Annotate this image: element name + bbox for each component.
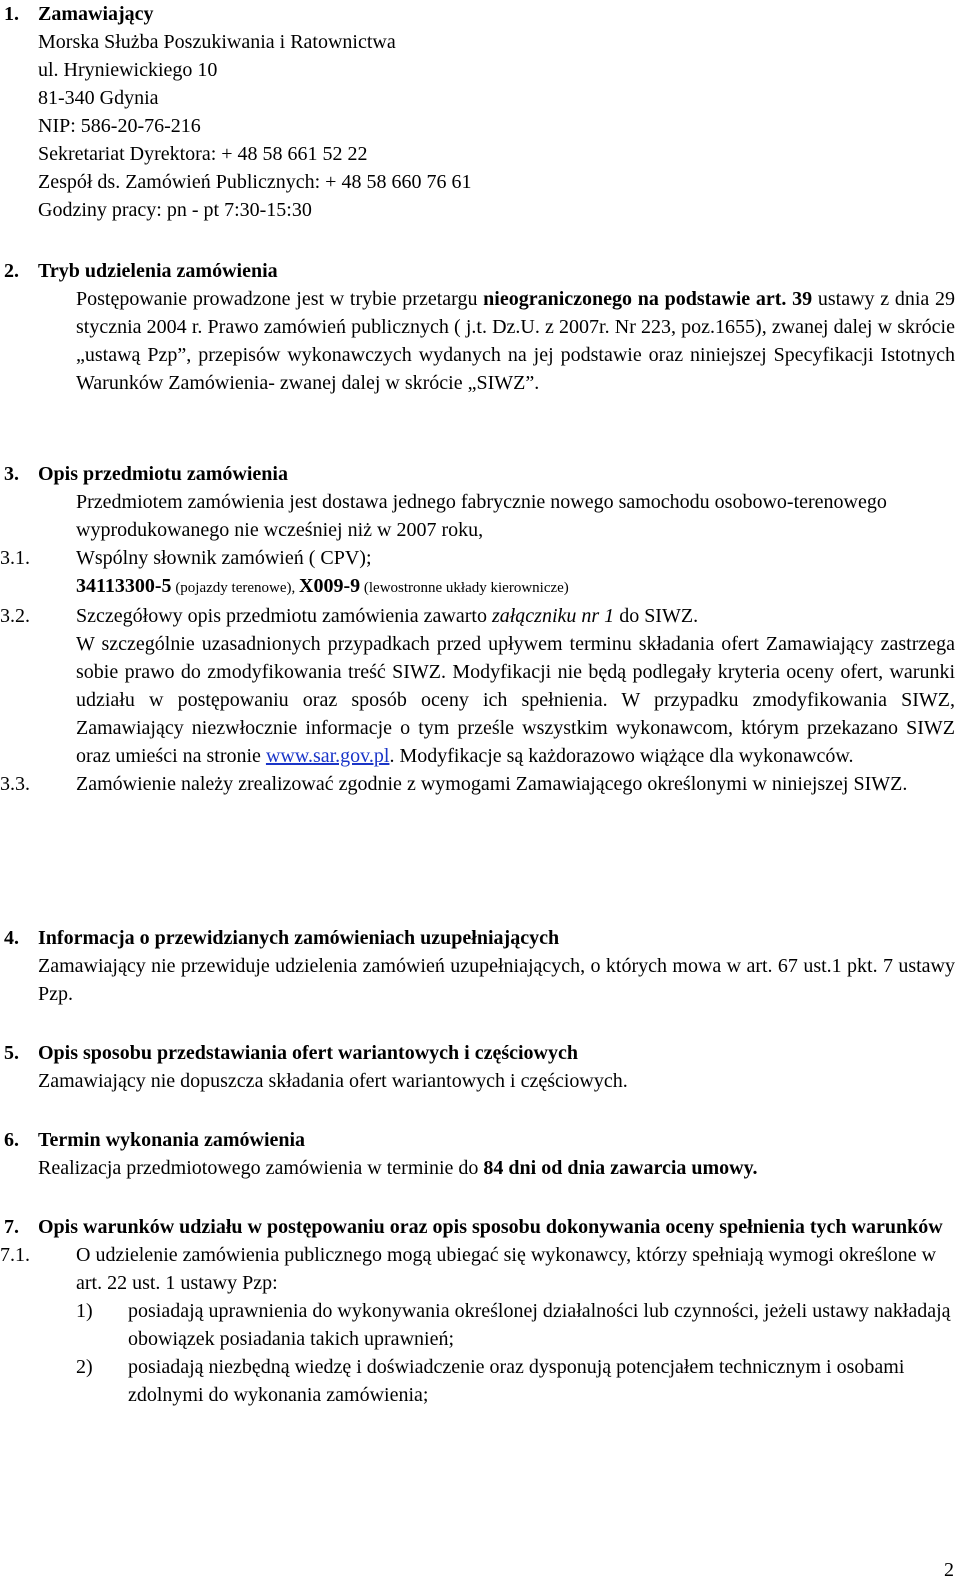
subsection-text: Zamówienie należy zrealizować zgodnie z wymogami Zamawiającego określonymi w niniejszej SIWZ.: [76, 773, 908, 795]
section-7-heading: [0, 1213, 955, 1241]
section-number: 7.: [4, 1216, 19, 1238]
section-number: 4.: [4, 927, 19, 949]
section-5: [0, 1039, 955, 1095]
authority-working-hours: Godziny pracy: pn - pt 7:30-15:30: [38, 199, 312, 221]
section-6-heading: [0, 1126, 955, 1154]
subsection-3-2: [0, 602, 955, 770]
section-2: [0, 257, 955, 397]
contracting-authority-details: [0, 28, 955, 224]
procedure-legal-basis: nieograniczonego na podstawie art. 39: [483, 288, 813, 310]
section-number: 2.: [4, 260, 19, 282]
section-5-heading: [0, 1039, 955, 1067]
procedure-paragraph: [0, 285, 955, 397]
section-number: 5.: [4, 1042, 19, 1064]
subsection-number: 3.3.: [0, 773, 30, 795]
variant-offers-text: Zamawiający nie dopuszcza składania ofert wariantowych i częściowych.: [38, 1070, 628, 1092]
section-title: Opis warunków udziału w postępowaniu oraz opis sposobu dokonywania oceny spełnienia tych warunków: [38, 1216, 943, 1238]
subject-intro: Przedmiotem zamówienia jest dostawa jednego fabrycznie nowego samochodu osobowo-terenowego wyprodukowanego nie wcześniej niż w 2007 roku,: [76, 491, 887, 541]
authority-name: Morska Służba Poszukiwania i Ratownictwa: [38, 31, 396, 53]
list-item-number: 1): [76, 1300, 93, 1322]
section-number: 6.: [4, 1129, 19, 1151]
detailed-description-suffix: do SIWZ.: [614, 605, 699, 627]
subsection-number: 3.2.: [0, 605, 30, 627]
section-number: 3.: [4, 463, 19, 485]
subsection-3-3: [0, 770, 955, 798]
modification-paragraph: [76, 630, 955, 770]
completion-days: 84 dni od dnia zawarcia umowy.: [483, 1157, 758, 1179]
detailed-description-text: Szczegółowy opis przedmiotu zamówienia zawarto: [76, 605, 492, 627]
attachment-reference: załączniku nr 1: [491, 605, 615, 627]
website-link[interactable]: www.sar.gov.pl: [265, 745, 390, 767]
section-7: [0, 1213, 955, 1409]
list-item: [0, 1353, 955, 1409]
authority-nip: NIP: 586-20-76-216: [38, 115, 201, 137]
section-title: Termin wykonania zamówienia: [38, 1129, 306, 1151]
detailed-description-line: [76, 602, 955, 630]
authority-secretariat-phone: Sekretariat Dyrektora: + 48 58 661 52 22: [38, 143, 368, 165]
cpv-code-secondary: X009-9: [299, 575, 361, 597]
section-1: [0, 0, 955, 224]
supplementary-orders-text: Zamawiający nie przewiduje udzielenia zamówień uzupełniających, o których mowa w art. 67 ust.1 pkt. 7 ustawy Pzp.: [38, 955, 955, 1005]
page-number: 2: [944, 1559, 954, 1581]
list-item-text: posiadają niezbędną wiedzę i doświadczenie oraz dysponują potencjałem technicznym i osobami zdolnymi do wykonania zamówienia;: [128, 1356, 905, 1406]
cpv-code-primary: 34113300-5: [76, 575, 172, 597]
list-item-number: 2): [76, 1356, 93, 1378]
completion-deadline: [0, 1154, 955, 1182]
cpv-desc-secondary: (lewostronne układy kierownicze): [360, 580, 569, 596]
procedure-text-a: Postępowanie prowadzone jest w trybie przetargu: [76, 288, 484, 310]
subsection-number: 7.1.: [0, 1244, 30, 1266]
section-title: Tryb udzielenia zamówienia: [38, 260, 278, 282]
section-6: [0, 1126, 955, 1182]
section-4: [0, 924, 955, 1008]
modification-text-a: W szczególnie uzasadnionych przypadkach przed upływem terminu składania ofert Zamawiający zastrzega sobie prawo do zmodyfikowania treść SIWZ. Modyfikacji nie będą podlegały kryteria oceny ofert, warunki udziału w postępowaniu oraz sposób oceny ich spełnienia. W przypadku zmodyfikowania SIWZ, Zamawiający niezwłocznie informacje o tym prześle wszystkim wykonawcom, którym przekazano SIWZ oraz umieści na stronie: [76, 633, 955, 767]
authority-street: ul. Hryniewickiego 10: [38, 59, 218, 81]
section-title: Zamawiający: [38, 3, 154, 25]
authority-city: 81-340 Gdynia: [38, 87, 159, 109]
section-title: Opis przedmiotu zamówienia: [38, 463, 288, 485]
list-item-text: posiadają uprawnienia do wykonywania określonej działalności lub czynności, jeżeli ustawy nakładają obowiązek posiadania takich uprawnień;: [128, 1300, 951, 1350]
cpv-codes: [76, 572, 955, 602]
section-2-heading: [0, 257, 955, 285]
subsection-7-1: [0, 1241, 955, 1297]
section-4-heading: [0, 924, 955, 952]
subsection-text: O udzielenie zamówienia publicznego mogą ubiegać się wykonawcy, którzy spełniają wymogi określone w art. 22 ust. 1 ustawy Pzp:: [76, 1244, 937, 1294]
subsection-3-1: [0, 544, 955, 602]
procedure-text-c: ustawy z dnia 29 stycznia 2004 r. Prawo zamówień publicznych ( j.t. Dz.U. z 2007r. Nr 223, poz.1655), zwanej dalej w skrócie „ustawą Pzp”, przepisów wykonawczych wydanych na jej podstawie oraz niniejszej Specyfikacji Istotnych Warunków Zamówienia- zwanej dalej w skrócie „SIWZ”.: [76, 288, 956, 394]
authority-procurement-phone: Zespół ds. Zamówień Publicznych: + 48 58 660 76 61: [38, 171, 472, 193]
section-3: [0, 460, 955, 798]
section-3-heading: [0, 460, 955, 488]
section-1-heading: [0, 0, 955, 28]
list-item: [0, 1297, 955, 1353]
section-title: Opis sposobu przedstawiania ofert wariantowych i częściowych: [38, 1042, 578, 1064]
section-title: Informacja o przewidzianych zamówieniach uzupełniających: [38, 927, 560, 949]
subsection-number: 3.1.: [0, 547, 30, 569]
modification-text-b: . Modyfikacje są każdorazowo wiążące dla wykonawców.: [389, 745, 854, 767]
section-number: 1.: [4, 3, 19, 25]
cpv-desc-primary: (pojazdy terenowe),: [171, 580, 300, 596]
cpv-label: Wspólny słownik zamówień ( CPV);: [76, 547, 372, 569]
completion-text: Realizacja przedmiotowego zamówienia w terminie do: [38, 1157, 484, 1179]
